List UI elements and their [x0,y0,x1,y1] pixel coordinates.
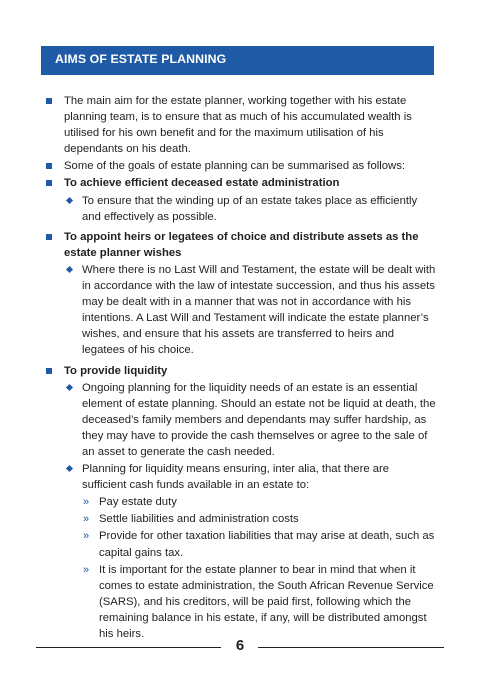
sub-sub-list-item [82,562,436,642]
sub-sub-list-item [82,511,436,527]
list-item [44,175,436,224]
main-aim-text: The main aim for the estate planner, working together with his estate planning team, is to ensure that as much of his accumulated wealth is utilised for his own benefit and for the maximum utilisation of his dependants on his death. [64,95,412,156]
square-bullet-icon [46,234,52,240]
goal-text: Ongoing planning for the liquidity needs of an estate is an essential element of estate planning. Should an estate not be liquid at death, the deceased’s family members and dependants may suffer hardship, as they may have to provide the cash themselves or agree to the sale of an asset to generate the cash needed. [82,381,436,458]
page-content [44,93,436,642]
sub-list-item [64,193,436,225]
chevron-bullet-icon: » [83,513,90,526]
square-bullet-icon [46,98,52,104]
goal-text: To ensure that the winding up of an estate takes place as efficiently and effectively as possible. [82,194,418,223]
goal-heading: To appoint heirs or legatees of choice and distribute assets as the estate planner wishes [64,230,419,259]
goals-intro-text: Some of the goals of estate planning can be summarised as follows: [64,160,405,173]
page-number: 6 [235,637,245,654]
sub-list-item [64,461,436,642]
sub-list-item [64,262,436,359]
chevron-bullet-icon: » [83,496,90,509]
sub-sub-list-item [82,528,436,560]
square-bullet-icon [46,163,52,169]
square-bullet-icon [46,368,52,374]
goal-heading: To achieve efficient deceased estate administration [64,177,340,190]
footer-rule-left [36,647,221,648]
diamond-bullet-icon [66,465,73,472]
diamond-bullet-icon [66,384,73,391]
sub-list-item [64,380,436,460]
section-header [41,46,434,75]
list-item [44,158,436,174]
diamond-bullet-icon [66,197,73,204]
square-bullet-icon [46,180,52,186]
footer-rule-right [258,647,444,648]
goal-text: Where there is no Last Will and Testament, the estate will be dealt with in accordance with the law of intestate succession, and thus his assets may be dealt with in a manner that was not in accordance with his intentions. A Last Will and Testament will indicate the estate planner’s wishes, and ensure that his assets are transferred to heirs and legatees of his choice. [82,263,436,357]
chevron-bullet-icon: » [83,563,90,576]
liquidity-item-text: Pay estate duty [99,496,177,509]
chevron-bullet-icon: » [83,530,90,543]
goal-text: Planning for liquidity means ensuring, inter alia, that there are sufficient cash funds available in an estate to: [82,463,390,492]
liquidity-item-text: Settle liabilities and administration costs [99,513,299,526]
liquidity-item-text: It is important for the estate planner to bear in mind that when it comes to estate administration, the South African Revenue Service (SARS), and his creditors, will be paid first, following which the remaining balance in his estate, if any, will be distributed amongst his heirs. [99,563,434,640]
goal-heading: To provide liquidity [64,364,168,377]
list-item [44,93,436,157]
section-title: AIMS OF ESTATE PLANNING [55,52,227,66]
list-item [44,229,436,359]
diamond-bullet-icon [66,266,73,273]
sub-sub-list-item [82,494,436,510]
list-item [44,363,436,643]
liquidity-item-text: Provide for other taxation liabilities that may arise at death, such as capital gains tax. [99,530,435,559]
